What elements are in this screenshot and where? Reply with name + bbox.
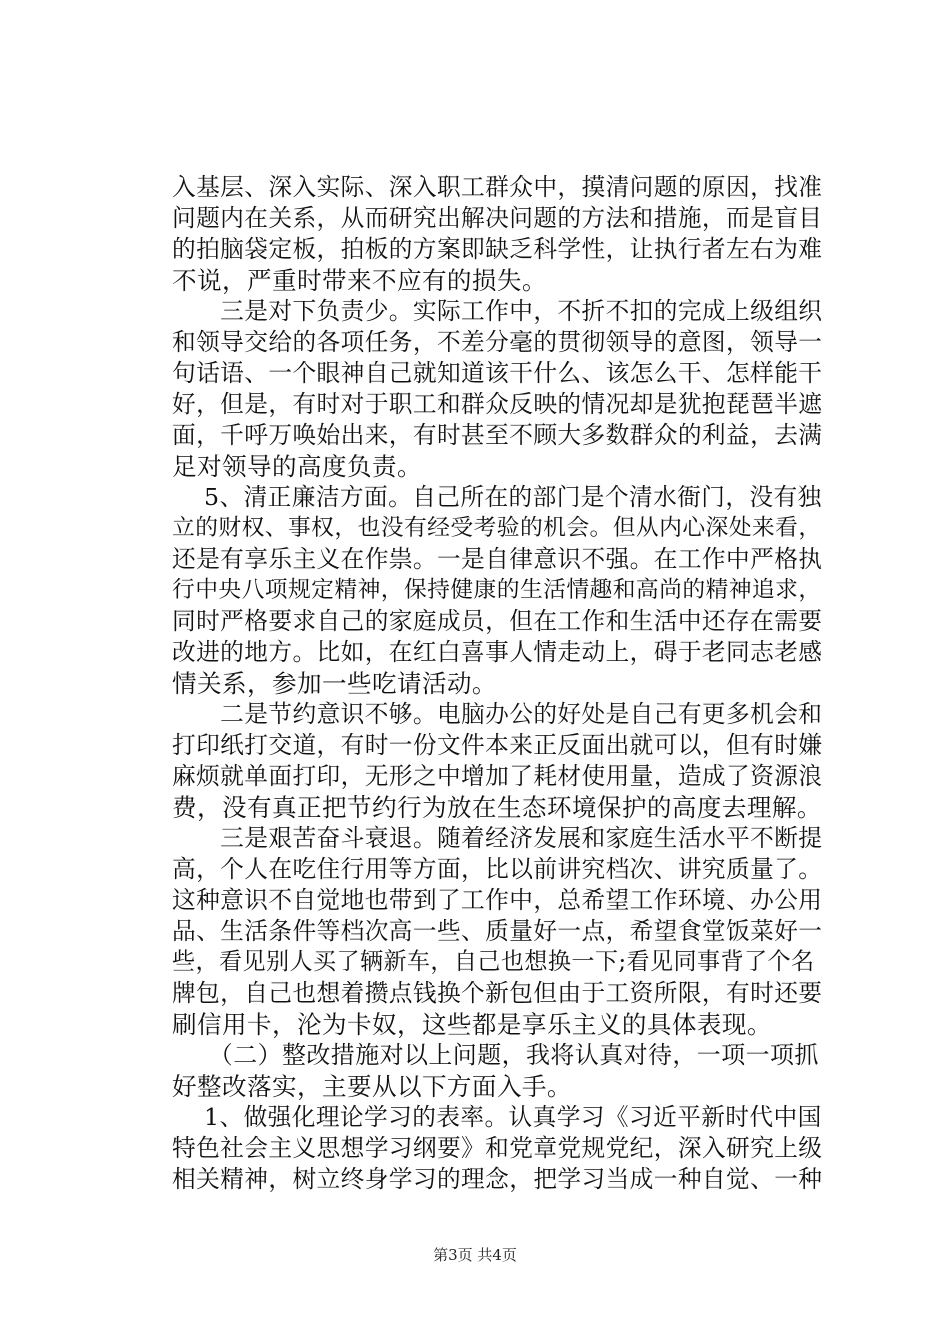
text-line: 二是节约意识不够。电脑办公的好处是自己有更多机会和 xyxy=(172,700,823,728)
page-number-footer: 第3页 共4页 xyxy=(433,1246,517,1264)
text-line: 牌包，自己也想着攒点钱换个新包但由于工资所限，有时还要 xyxy=(172,979,823,1007)
text-line: 相关精神，树立终身学习的理念，把学习当成一种自觉、一种 xyxy=(172,1165,823,1193)
text-line: 的拍脑袋定板，拍板的方案即缺乏科学性，让执行者左右为难 xyxy=(172,235,823,263)
text-line: 立的财权、事权，也没有经受考验的机会。但从内心深处来看， xyxy=(172,515,822,541)
text-line: 三是对下负责少。实际工作中，不折不扣的完成上级组织 xyxy=(172,297,823,325)
text-line: 三是艰苦奋斗衰退。随着经济发展和家庭生活水平不断提 xyxy=(172,824,823,852)
text-line: 不说，严重时带来不应有的损失。 xyxy=(172,266,547,295)
text-line: 情关系，参加一些吃请活动。 xyxy=(172,669,497,698)
text-line: 同时严格要求自己的家庭成员，但在工作和生活中还存在需要 xyxy=(172,607,823,635)
text-line: 句话语、一个眼神自己就知道该干什么、该怎么干、怎样能干 xyxy=(172,359,823,387)
text-line: 好整改落实，主要从以下方面入手。 xyxy=(172,1072,572,1101)
text-line: 1、做强化理论学习的表率。认真学习《习近平新时代中国 xyxy=(172,1103,822,1131)
text-line: 和领导交给的各项任务，不差分毫的贯彻领导的意图，领导一 xyxy=(172,328,823,356)
text-line: 行中央八项规定精神，保持健康的生活情趣和高尚的精神追求， xyxy=(172,577,822,603)
text-line: 改进的地方。比如，在红白喜事人情走动上，碍于老同志老感 xyxy=(172,638,823,666)
document-body xyxy=(172,172,822,1195)
text-line: 入基层、深入实际、深入职工群众中，摸清问题的原因，找准 xyxy=(172,173,823,201)
text-line: 高，个人在吃住行用等方面，比以前讲究档次、讲究质量了。 xyxy=(172,855,823,883)
text-line: 5、清正廉洁方面。自己所在的部门是个清水衙门，没有独 xyxy=(172,483,822,511)
text-line: 麻烦就单面打印，无形之中增加了耗材使用量，造成了资源浪 xyxy=(172,762,823,790)
text-line: 刷信用卡，沦为卡奴，这些都是享乐主义的具体表现。 xyxy=(172,1010,772,1039)
text-line: 好，但是，有时对于职工和群众反映的情况却是犹抱琵琶半遮 xyxy=(172,390,823,418)
text-line: 品、生活条件等档次高一些、质量好一点，希望食堂饭菜好一 xyxy=(172,917,823,945)
text-line: 打印纸打交道，有时一份文件本来正反面出就可以，但有时嫌 xyxy=(172,731,823,759)
text-line: 特色社会主义思想学习纲要》和党章党规党纪，深入研究上级 xyxy=(172,1134,823,1162)
text-line: 面，千呼万唤始出来，有时甚至不顾大多数群众的利益，去满 xyxy=(172,421,823,449)
text-line: 还是有享乐主义在作祟。一是自律意识不强。在工作中严格执 xyxy=(172,545,823,573)
text-line: 问题内在关系，从而研究出解决问题的方法和措施，而是盲目 xyxy=(172,204,823,232)
text-line: 这种意识不自觉地也带到了工作中，总希望工作环境、办公用 xyxy=(172,886,823,914)
text-line: 费，没有真正把节约行为放在生态环境保护的高度去理解。 xyxy=(172,793,822,822)
text-line: 些，看见别人买了辆新车，自己也想换一下;看见同事背了个名 xyxy=(172,949,815,975)
text-line: （二）整改措施对以上问题，我将认真对待，一项一项抓 xyxy=(172,1041,819,1069)
text-line: 足对领导的高度负责。 xyxy=(172,452,422,481)
